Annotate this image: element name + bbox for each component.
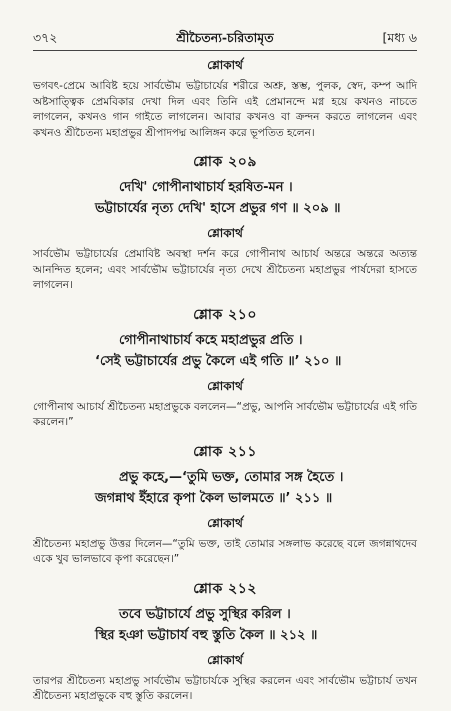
translation-text: তারপর শ্রীচৈতন্য মহাপ্রভু সার্বভৌম ভট্টাচার্যকে সুস্থির করলেন এবং সার্বভৌম ভট্টাচার্য তখন শ্রীচৈতন্য মহাপ্রভুকে বহু স্তুতি করলেন। bbox=[33, 674, 417, 702]
verse-number: শ্লোক ২০৯ bbox=[193, 154, 257, 170]
verse-line: জগন্নাথ ইঁহারে কৃপা কৈল ভালমতে ॥’ ২১১ ॥ bbox=[95, 490, 333, 506]
translation-block bbox=[33, 57, 417, 141]
page-header bbox=[33, 30, 417, 51]
verse-number: শ্লোক ২১২ bbox=[193, 580, 257, 597]
translation-heading: শ্লোকার্থ bbox=[207, 226, 243, 240]
verse-block bbox=[33, 440, 417, 509]
verse-block bbox=[33, 150, 417, 219]
translation-heading: শ্লোকার্থ bbox=[207, 515, 243, 530]
verse-number: শ্লোক ২১০ bbox=[193, 306, 257, 323]
page-number: ৩৭২ bbox=[33, 30, 58, 45]
translation-block bbox=[33, 515, 417, 568]
verse-number: শ্লোক ২১১ bbox=[193, 443, 257, 460]
chapter-label: [মধ্য ৬ bbox=[382, 30, 417, 45]
translation-block bbox=[33, 378, 417, 431]
translation-text: শ্রীচৈতন্য মহাপ্রভু উত্তর দিলেন—“তুমি ভক্ত, তাই তোমার সঙ্গলাভ করেছে বলে জগন্নাথদেব একে খুব ভালভাবে কৃপা করেছেন।” bbox=[33, 537, 417, 565]
verse-line: ‘সেই ভট্টাচার্যের প্রভু কৈলে এই গতি ॥’ ২১০ ॥ bbox=[95, 353, 342, 369]
verse-line: দেখি' গোপীনাথাচার্য হরষিত-মন । bbox=[119, 180, 293, 195]
translation-block bbox=[33, 652, 417, 705]
verse-line: প্রভু কহে,—‘তুমি ভক্ত, তোমার সঙ্গ হৈতে । bbox=[119, 469, 344, 485]
book-title: শ্রীচৈতন্য-চরিতামৃত bbox=[176, 30, 274, 45]
verse-block bbox=[33, 303, 417, 372]
verse-line: স্থির হঞা ভট্টাচার্য বহু স্তুতি কৈল ॥ ২১২ ॥ bbox=[95, 627, 318, 643]
translation-text: সার্বভৌম ভট্টাচার্যের প্রেমাবিষ্ট অবস্থা দর্শন করে গোপীনাথ আচার্য অন্তরে অন্তরে অত্যন্ত আনন্দিত হলেন; এবং সার্বভৌম ভট্টাচার্যের নৃত্য দেখে শ্রীচৈতন্য মহাপ্রভুর পার্ষদেরা হাসতে লাগলেন। bbox=[33, 248, 417, 291]
translation-text: ভগবৎ-প্রেমে আবিষ্ট হয়ে সার্বভৌম ভট্টাচার্যের শরীরে অশ্রু, স্তম্ভ, পুলক, স্বেদ, কম্প আদি অষ্টসাত্ত্বিক প্রেমবিকার দেখা দিল এবং তিনি এই প্রেমানন্দে মগ্ন হয়ে কখনও নাচতে লাগলেন, কখনও গান গাইতে লাগলেন। আবার কখনও বা ক্রন্দন করতে লাগলেন এবং কখনও শ্রীচৈতন্য মহাপ্রভুর শ্রীপাদপদ্ম আলিঙ্গন করে ভূপতিত হলেন। bbox=[33, 80, 417, 139]
verse-line: তবে ভট্টাচার্যে প্রভু সুস্থির করিল । bbox=[119, 606, 291, 622]
translation-text: গোপীনাথ আচার্য শ্রীচৈতন্য মহাপ্রভুকে বললেন—“প্রভু, আপনি সার্বভৌম ভট্টাচার্যের এই গতি করলেন।” bbox=[33, 400, 417, 428]
translation-heading: শ্লোকার্থ bbox=[207, 58, 243, 72]
translation-heading: শ্লোকার্থ bbox=[207, 652, 243, 667]
translation-block bbox=[33, 225, 417, 294]
verse-line: গোপীনাথাচার্য কহে মহাপ্রভুর প্রতি । bbox=[119, 332, 303, 348]
verse-line: ভট্টাচার্যের নৃত্য দেখি' হাসে প্রভুর গণ ॥ ২০৯ ॥ bbox=[95, 201, 341, 216]
verse-block bbox=[33, 577, 417, 646]
translation-heading: শ্লোকার্থ bbox=[207, 378, 243, 393]
